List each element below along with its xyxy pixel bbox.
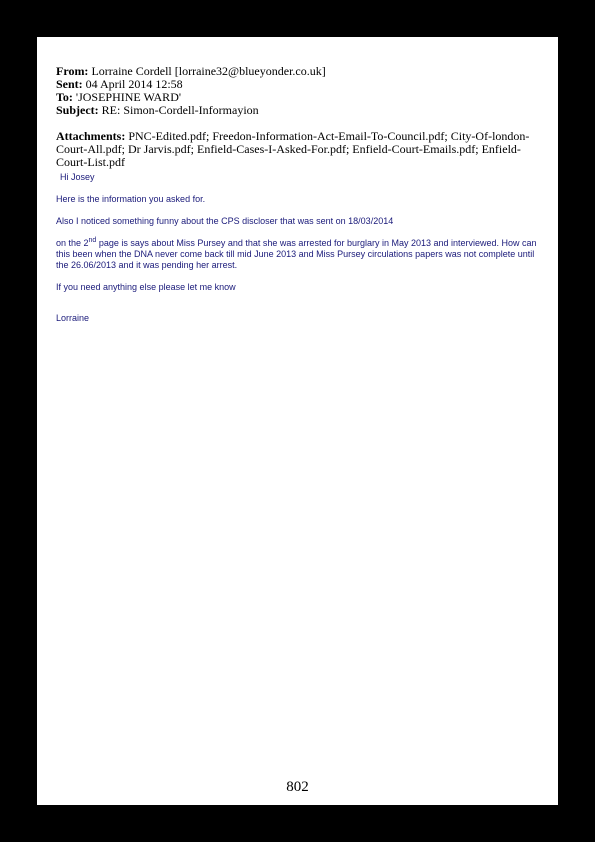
attachments-row — [56, 130, 546, 169]
subject-row — [56, 104, 546, 117]
page-number: 802 — [286, 779, 309, 795]
from-label: From: — [56, 64, 89, 78]
to-value: 'JOSEPHINE WARD' — [75, 90, 182, 104]
body-line-1: Here is the information you asked for. — [56, 194, 206, 204]
subject-value: RE: Simon-Cordell-Informayion — [101, 103, 259, 117]
sent-label: Sent: — [56, 77, 83, 91]
signature: Lorraine — [56, 313, 90, 323]
para3-start: on the 2 — [56, 238, 89, 248]
from-value: Lorraine Cordell [lorraine32@blueyonder.co.uk] — [91, 64, 326, 78]
email-body — [56, 172, 546, 324]
document-page — [37, 37, 558, 805]
body-line-4: If you need anything else please let me know — [56, 282, 236, 292]
attachments-label: Attachments: — [56, 129, 126, 143]
sent-value: 04 April 2014 12:58 — [85, 77, 183, 91]
body-line-2: Also I noticed something funny about the CPS discloser that was sent on 18/03/2014 — [56, 216, 394, 226]
para3-rest: page is says about Miss Pursey and that she was arrested for burglary in May 2013 and interviewed. How can this been when the DNA never come back till mid June 2013 and Miss Pursey circulations papers was not complete until the 26.06/2013 and it was pending her arrest. — [56, 238, 537, 270]
greeting: Hi Josey — [60, 172, 95, 182]
body-paragraph-3 — [56, 238, 546, 271]
email-header — [56, 65, 546, 169]
attachments-value: PNC-Edited.pdf; Freedon-Information-Act-Email-To-Council.pdf; City-Of-london-Court-All.pdf; Dr Jarvis.pdf; Enfield-Cases-I-Asked-For.pdf; Enfield-Court-Emails.pdf; Enfield-Court-List.pdf — [56, 129, 530, 169]
subject-label: Subject: — [56, 103, 99, 117]
to-label: To: — [56, 90, 73, 104]
para3-superscript: nd — [88, 237, 97, 244]
